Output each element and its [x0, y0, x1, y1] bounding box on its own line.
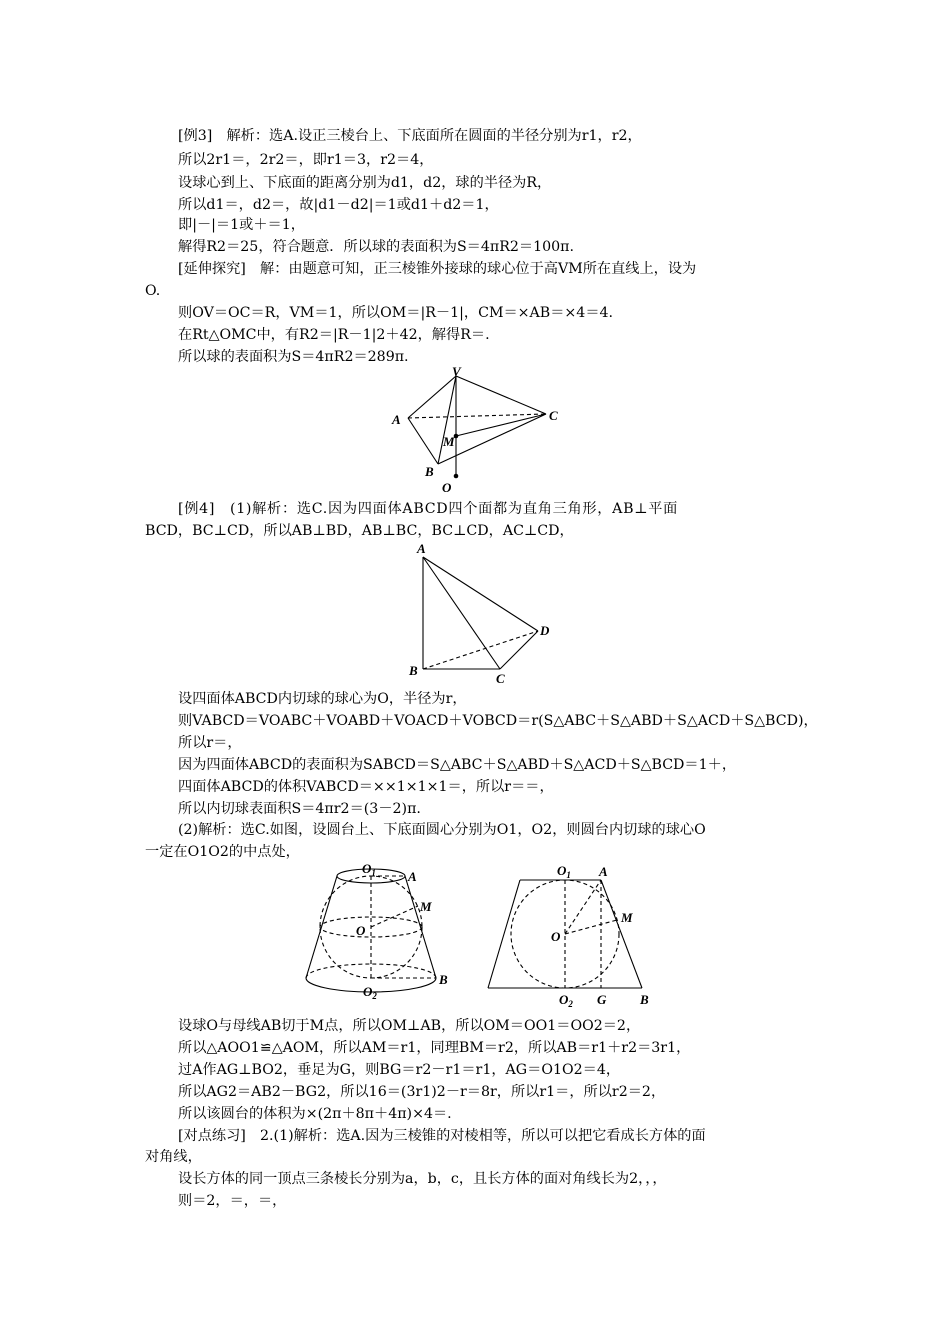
label-C: C: [496, 671, 505, 685]
text-line: [例3] 解析：选A.设正三棱台上、下底面所在圆面的半径分别为r1，r2，: [178, 128, 642, 144]
text-line: 对角线，: [145, 1149, 202, 1165]
label-M: M: [621, 910, 633, 925]
text-line: (2)解析：选C.如图，设圆台上、下底面圆心分别为O1，O2，则圆台内切球的球心O: [178, 822, 706, 838]
label-D: D: [540, 623, 550, 638]
label-O: O: [551, 929, 561, 944]
text-line: 设球O与母线AB切于M点，所以OM⊥AB，所以OM＝OO1＝OO2＝2，: [178, 1018, 641, 1034]
text-line: 过A作AG⊥BO2，垂足为G，则BG＝r2－r1＝r1，AG＝O1O2＝4，: [178, 1062, 621, 1078]
text-line: 在Rt△OMC中，有R2＝|R－1|2＋42，解得R＝.: [178, 327, 490, 343]
label-B: B: [439, 972, 448, 987]
pyramid-figure: [386, 364, 566, 496]
text-line: [延伸探究] 解：由题意可知，正三棱锥外接球的球心位于高VM所在直线上，设为: [178, 261, 697, 277]
text-line: 设四面体ABCD内切球的球心为O，半径为r，: [178, 691, 467, 707]
text-line: 设长方体的同一顶点三条棱长分别为a，b，c，且长方体的面对角线长为2，，，: [178, 1171, 667, 1187]
text-line: 所以△AOO1≌△AOM，所以AM＝r1，同理BM＝r2，所以AB＝r1＋r2＝3r1，: [178, 1040, 691, 1056]
label-C: C: [549, 408, 558, 423]
section-figure: [484, 862, 664, 1010]
text-line: [对点练习] 2.(1)解析：选A.因为三棱锥的对棱相等，所以可以把它看成长方体的面: [178, 1128, 706, 1144]
label-A: A: [408, 869, 417, 884]
frustum-figure: [296, 862, 466, 1010]
label-A: A: [392, 412, 401, 427]
text-line: 则OV＝OC＝R，VM＝1，所以OM＝|R－1|，CM＝×AB＝×4＝4.: [178, 305, 614, 321]
label-G: G: [597, 992, 607, 1007]
text-line: 所以r＝，: [178, 735, 242, 751]
text-line: 因为四面体ABCD的表面积为SABCD＝S△ABC＋S△ABD＋S△ACD＋S△BCD＝1＋，: [178, 757, 737, 773]
text-line: 设球心到上、下底面的距离分别为d1，d2，球的半径为R，: [178, 175, 552, 191]
label-M: M: [420, 899, 432, 914]
text-line: O.: [145, 283, 161, 299]
text-line: 四面体ABCD的体积VABCD＝××1×1×1＝，所以r＝＝，: [178, 779, 554, 795]
text-line: 则VABCD＝VOABC＋VOABD＋VOACD＋VOBCD＝r(S△ABC＋S△ABD＋S△ACD＋S△BCD)，: [178, 713, 818, 729]
label-O2: $O_2$: [559, 992, 573, 1009]
label-B: B: [409, 663, 418, 678]
text-line: [例4] (1)解析：选C.因为四面体ABCD四个面都为直角三角形，AB⊥平面: [178, 501, 679, 517]
text-line: 所以内切球表面积S＝4πr2＝(3－2)π.: [178, 801, 421, 817]
text-line: 所以该圆台的体积为×(2π＋8π＋4π)×4＝.: [178, 1106, 452, 1122]
text-line: 所以2r1＝，2r2＝，即r1＝3，r2＝4，: [178, 152, 434, 168]
label-O: O: [356, 923, 366, 938]
label-O1: $O_1$: [557, 863, 571, 880]
text-line: 即|－|＝1或＋＝1，: [178, 217, 305, 233]
text-line: BCD，BC⊥CD，所以AB⊥BD，AB⊥BC，BC⊥CD，AC⊥CD，: [145, 523, 574, 539]
text-line: 解得R2＝25，符合题意．所以球的表面积为S＝4πR2＝100π.: [178, 239, 575, 255]
label-M: M: [443, 434, 455, 449]
label-O: O: [442, 480, 452, 495]
text-line: 所以d1＝，d2＝，故|d1－d2|＝1或d1＋d2＝1，: [178, 197, 499, 213]
text-line: 一定在O1O2的中点处，: [145, 844, 300, 860]
text-line: 所以AG2＝AB2－BG2，所以16＝(3r1)2－r＝8r，所以r1＝，所以r2＝2，: [178, 1084, 666, 1100]
label-B: B: [425, 464, 434, 479]
text-line: 则＝2，＝，＝，: [178, 1193, 287, 1209]
tetrahedron-figure: [405, 543, 565, 685]
label-A: A: [417, 543, 426, 556]
label-B: B: [640, 992, 649, 1007]
label-O1: $O_1$: [362, 862, 376, 878]
label-O2: $O_2$: [363, 984, 377, 1001]
label-V: V: [452, 364, 461, 379]
label-A: A: [599, 864, 608, 879]
text-line: 所以球的表面积为S＝4πR2＝289π.: [178, 349, 409, 365]
